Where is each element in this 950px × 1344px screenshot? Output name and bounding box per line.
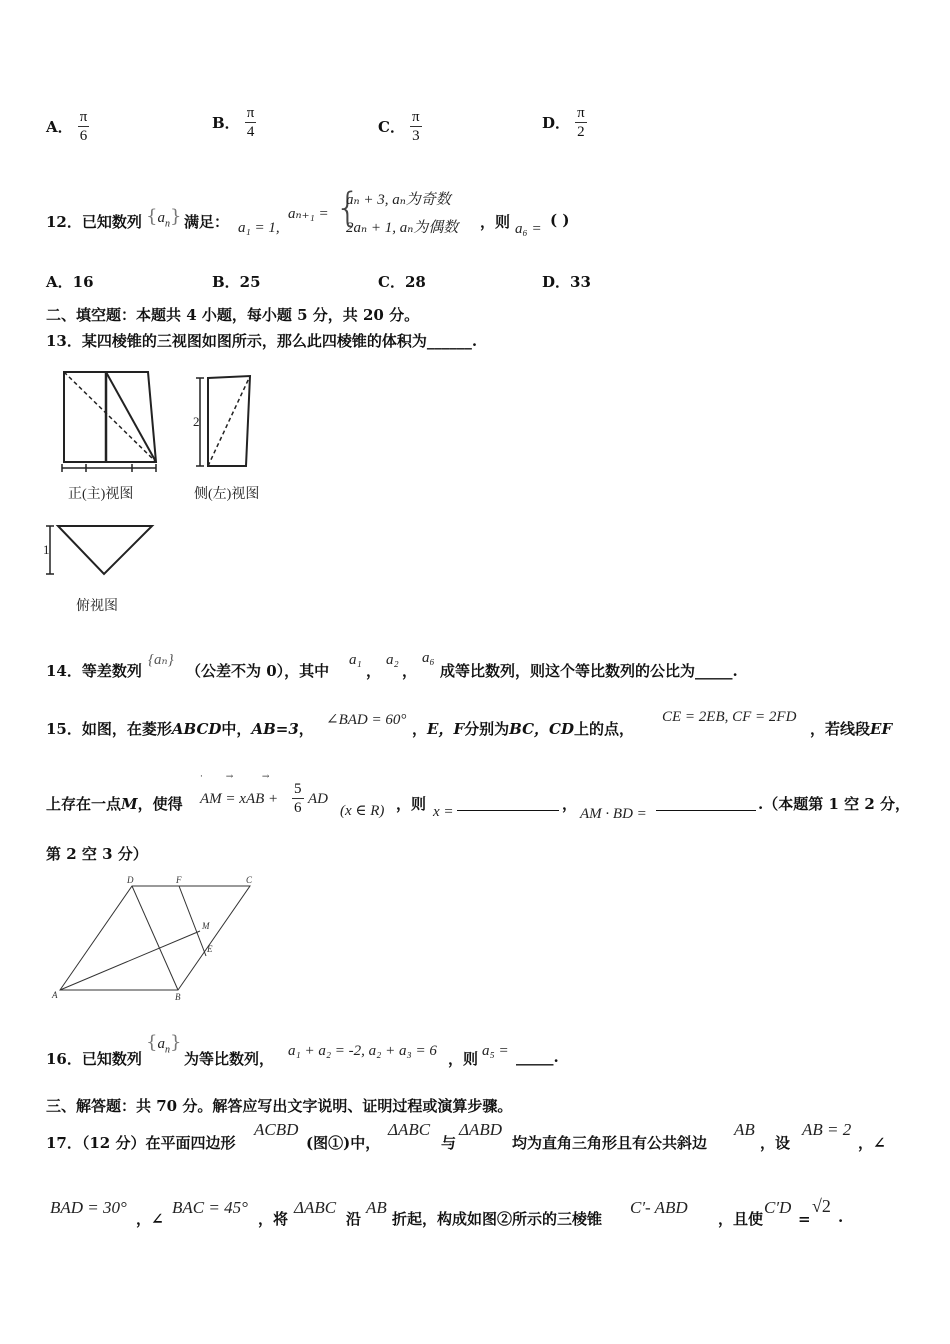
q12-case-even: 2aₙ + 1, aₙ为偶数	[346, 220, 459, 236]
q12-case-odd: aₙ + 3, aₙ为奇数	[346, 192, 451, 208]
q11-option-d	[542, 104, 587, 141]
label-f: F	[176, 875, 182, 885]
section-fill-in-heading: 二、填空题：本题共 4 小题，每小题 5 分，共 20 分。	[46, 306, 420, 324]
q16-condition: a₁ + a₂ = -2, a₂ + a₃ = 6	[288, 1043, 437, 1059]
q15-scoring-note: .（本题第 1 空 2 分，	[758, 795, 910, 813]
q15-line-2-start: 上存在一点M，使得	[46, 795, 183, 813]
section-solution-heading: 三、解答题：共 70 分。解答应写出文字说明、证明过程或演算步骤。	[46, 1097, 513, 1115]
q15-line-1-mid: ，E，F分别为BC，CD上的点，	[412, 720, 634, 738]
q17-angle-symbol-2: ，∠	[136, 1210, 164, 1228]
q14-prefix: 14．等差数列	[46, 662, 142, 680]
q17-period: .	[838, 1208, 844, 1226]
q11-option-b	[212, 104, 256, 141]
q15-answer-blank-1[interactable]	[457, 794, 559, 811]
q15-scoring-note-end: 第 2 空 3 分）	[46, 845, 148, 863]
q12-sequence: $\{a_n\}$	[146, 206, 182, 230]
q12-a1: a₁ = 1,	[238, 220, 280, 236]
q17-line-1-start: 17．（12 分）在平面四边形	[46, 1134, 236, 1152]
q15-then: ，则	[396, 795, 427, 813]
label-m: M	[202, 921, 210, 931]
q15-dot-product: AM · BD =	[580, 806, 647, 822]
q17-construct: 折起，构成如图②所示的三棱锥	[392, 1210, 603, 1228]
q15-condition: CE = 2EB, CF = 2FD	[662, 709, 797, 725]
q15-comma: ，	[562, 795, 578, 813]
q15-line-1: 15．如图，在菱形ABCD中，AB=3，	[46, 720, 314, 738]
option-letter: B．	[212, 114, 240, 132]
q15-rhombus-figure	[46, 874, 266, 1002]
q17-triangle-abc-fold: ΔABC	[294, 1198, 337, 1217]
q17-triangle-abd: ΔABD	[459, 1120, 503, 1139]
q17-cd: C′D	[764, 1198, 792, 1217]
label-c: C	[246, 875, 253, 885]
q17-equals: =	[798, 1210, 811, 1228]
q17-fold: ，将	[258, 1210, 289, 1228]
q17-ab-fold: AB	[366, 1198, 387, 1217]
vector-arrows: · → →	[200, 772, 270, 782]
q12-prefix: 12．已知数列	[46, 213, 142, 231]
top-view-label: 俯视图	[76, 599, 118, 614]
q14-sequence: {aₙ}	[148, 652, 174, 668]
q17-sqrt-two: √2	[812, 1196, 831, 1216]
q17-pyramid: C′- ABD	[630, 1198, 688, 1217]
q17-such-that: ，且使	[718, 1210, 764, 1228]
top-view	[46, 526, 152, 574]
q17-figure-ref: (图①)中，	[306, 1134, 381, 1152]
q12-then: ，则	[480, 213, 511, 231]
q15-fraction: $\frac{5}{6}$	[294, 781, 302, 816]
q12-lhs: aₙ₊₁ =	[288, 206, 329, 222]
q13-text: 13．某四棱锥的三视图如图所示，那么此四棱锥的体积为______.	[46, 332, 478, 350]
q17-triangle-abc: ΔABC	[388, 1120, 431, 1139]
side-view-dimension: 2	[193, 414, 200, 429]
q15-x-equals: x =	[433, 804, 454, 820]
q15-line-1-end: ，若线段EF	[810, 720, 893, 738]
q14-comma-2: ，	[402, 662, 418, 680]
q17-common-hypotenuse: 均为直角三角形且有公共斜边	[512, 1134, 708, 1152]
q14-term-6: a₆	[422, 650, 435, 666]
q16-mid: 为等比数列，	[184, 1050, 275, 1068]
q13-three-views-figure	[40, 362, 290, 622]
label-b: B	[175, 992, 181, 1002]
label-e: E	[207, 944, 213, 954]
q14-mid: （公差不为 0），其中	[186, 662, 330, 680]
side-view	[196, 376, 250, 466]
q17-ab: AB	[734, 1120, 755, 1139]
q17-angle-symbol-1: ，∠	[858, 1134, 886, 1152]
q14-suffix: 成等比数列，则这个等比数列的公比为_____.	[440, 662, 738, 680]
q15-domain: (x ∈ R)	[340, 803, 385, 819]
q15-answer-blank-2[interactable]	[656, 794, 756, 811]
q12-option-c: C．28	[378, 273, 426, 291]
q12-option-b: B．25	[212, 273, 261, 291]
diagonal-bd	[132, 886, 178, 990]
q12-brace: {	[335, 185, 361, 231]
q12-paren: ( )	[550, 211, 570, 229]
q16-then: ，则	[448, 1050, 479, 1068]
q17-ab-equals: AB = 2	[802, 1120, 852, 1139]
q12-a6: a₆ =	[515, 221, 542, 237]
option-fraction: $\frac{\pi}{2}$	[577, 105, 585, 140]
q11-option-a	[46, 108, 89, 145]
q12-option-d: D．33	[542, 273, 591, 291]
q16-sequence: $\{a_n\}$	[146, 1032, 182, 1056]
q11-option-c	[378, 108, 422, 145]
q17-angle-bad: BAD = 30°	[50, 1198, 127, 1217]
q16-a5: a₅ =	[482, 1043, 509, 1059]
side-view-label: 侧(左)视图	[194, 487, 260, 502]
option-letter: C．	[378, 118, 405, 136]
q16-prefix: 16．已知数列	[46, 1050, 142, 1068]
option-letter: D．	[542, 114, 571, 132]
top-view-dimension: 1	[43, 542, 50, 557]
q15-vector-lhs: AM = xAB +	[200, 791, 279, 807]
q12-option-a: A．16	[46, 273, 94, 291]
q17-and: 与	[441, 1134, 457, 1152]
q17-angle-bac: BAC = 45°	[172, 1198, 248, 1217]
front-view	[62, 372, 156, 472]
option-letter: A．	[46, 118, 73, 136]
q17-quadrilateral: ACBD	[254, 1120, 299, 1139]
option-fraction: $\frac{\pi}{6}$	[79, 109, 88, 144]
q14-term-2: a₂	[386, 652, 399, 668]
option-fraction: $\frac{\pi}{3}$	[412, 109, 420, 144]
q14-comma-1: ，	[366, 662, 382, 680]
q16-blank[interactable]: _____.	[516, 1048, 559, 1066]
q17-along: 沿	[346, 1210, 362, 1228]
q15-vector-rhs: AD	[308, 791, 328, 807]
q17-let: ，设	[760, 1134, 791, 1152]
front-view-label: 正(主)视图	[68, 487, 134, 502]
q14-term-1: a₁	[349, 652, 362, 668]
q12-mid: 满足：	[184, 213, 230, 231]
q15-angle: ∠BAD = 60°	[326, 712, 407, 728]
option-fraction: $\frac{\pi}{4}$	[246, 105, 255, 140]
label-a: A	[52, 990, 58, 1000]
label-d: D	[127, 875, 134, 885]
